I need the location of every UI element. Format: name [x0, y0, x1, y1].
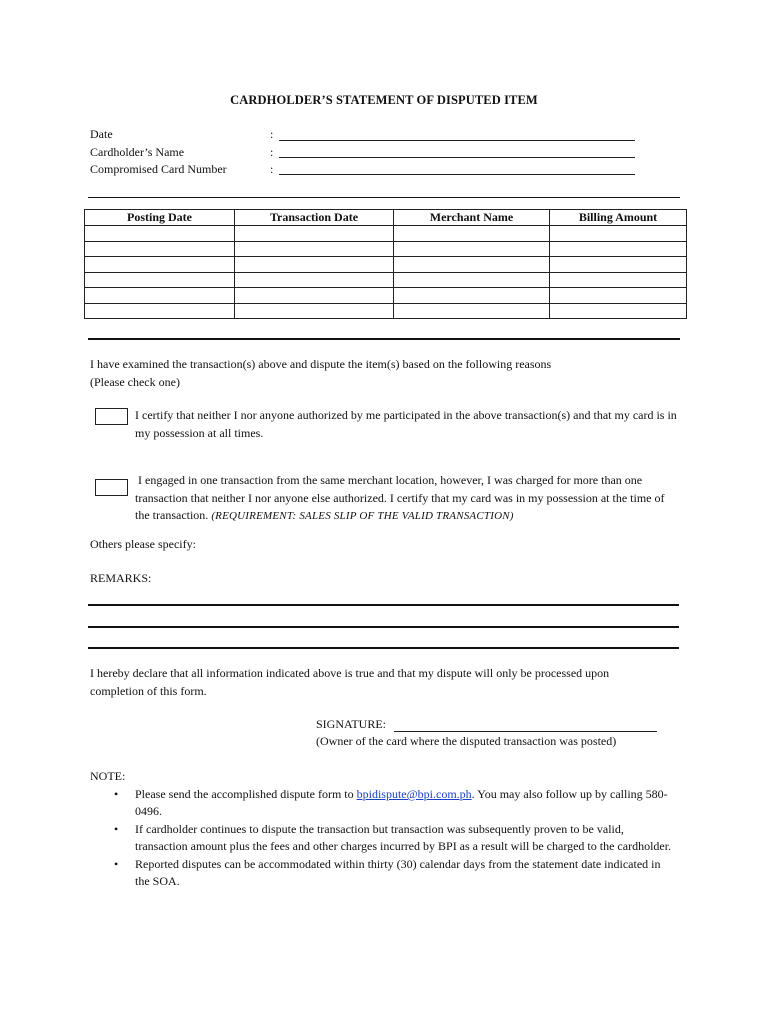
header-divider [88, 197, 680, 198]
column-header-billing-amount: Billing Amount [550, 210, 687, 226]
signature-field[interactable] [394, 731, 657, 732]
table-cell[interactable] [235, 241, 394, 257]
intro-text [90, 356, 690, 391]
table-cell[interactable] [394, 272, 550, 288]
table-cell[interactable] [394, 241, 550, 257]
table-row [85, 226, 687, 242]
table-cell[interactable] [235, 303, 394, 319]
table-cell[interactable] [235, 257, 394, 273]
table-cell[interactable] [85, 288, 235, 304]
note2-text: If cardholder continues to dispute the transaction but transaction was subsequently proven to be valid, transaction amount plus the fees and other charges incurred by BPI as a result will be charged to the cardholder. [135, 822, 672, 853]
option2-requirement: (REQUIREMENT: SALES SLIP OF THE VALID TRANSACTION) [211, 510, 514, 522]
table-cell[interactable] [235, 272, 394, 288]
cardholder-name-label: Cardholder’s Name [90, 145, 185, 159]
table-cell[interactable] [85, 257, 235, 273]
option2-checkbox[interactable] [95, 479, 128, 496]
bullet-icon: • [114, 822, 119, 836]
date-field[interactable] [279, 140, 635, 141]
disputed-transactions-table [84, 209, 687, 319]
option1-checkbox[interactable] [95, 408, 128, 425]
card-number-label: Compromised Card Number [90, 162, 227, 176]
column-header-posting-date: Posting Date [85, 210, 235, 226]
remarks-line[interactable] [88, 626, 679, 628]
table-row [85, 257, 687, 273]
table-cell[interactable] [394, 288, 550, 304]
form-title: CARDHOLDER’S STATEMENT OF DISPUTED ITEM [230, 93, 538, 107]
table-cell[interactable] [85, 226, 235, 242]
option2-body: I engaged in one transaction from the same merchant location, however, I was charged for more than one transaction that neither I nor anyone else authorized. I certify that my card was in my possession at the time of the transaction. [135, 473, 665, 522]
remarks-label: REMARKS: [90, 571, 152, 585]
table-cell[interactable] [85, 272, 235, 288]
column-header-merchant-name: Merchant Name [394, 210, 550, 226]
table-cell[interactable] [85, 303, 235, 319]
signature-label: SIGNATURE: [316, 717, 387, 731]
table-cell[interactable] [550, 226, 687, 242]
table-cell[interactable] [394, 303, 550, 319]
signature-note: (Owner of the card where the disputed transaction was posted) [316, 734, 617, 748]
table-cell[interactable] [85, 241, 235, 257]
card-number-field[interactable] [279, 174, 635, 175]
list-item [114, 856, 678, 890]
intro-line: I have examined the transaction(s) above and dispute the item(s) based on the following reasons [90, 357, 552, 371]
card-number-colon: : [270, 162, 274, 176]
list-item [114, 786, 678, 820]
table-cell[interactable] [394, 257, 550, 273]
table-row [85, 303, 687, 319]
date-label: Date [90, 127, 113, 141]
list-item [114, 821, 678, 855]
option1-text: I certify that neither I nor anyone authorized by me participated in the above transaction(s) and that my card is in my possession at all times. [135, 408, 677, 440]
column-header-transaction-date: Transaction Date [235, 210, 394, 226]
bullet-icon: • [114, 857, 119, 871]
others-specify: Others please specify: [90, 537, 196, 551]
table-row [85, 288, 687, 304]
note1-text-start: Please send the accomplished dispute form to [135, 787, 357, 801]
remarks-line[interactable] [88, 647, 679, 649]
table-row [85, 241, 687, 257]
table-cell[interactable] [550, 257, 687, 273]
table-cell[interactable] [550, 288, 687, 304]
table-header-row [85, 210, 687, 226]
remarks-line[interactable] [88, 604, 679, 606]
notes-list [114, 786, 678, 891]
email-link[interactable]: bpidispute@bpi.com.ph [356, 787, 472, 801]
bullet-icon: • [114, 787, 119, 801]
table-cell[interactable] [235, 226, 394, 242]
date-colon: : [270, 127, 274, 141]
cardholder-name-colon: : [270, 145, 274, 159]
table-divider [88, 338, 680, 340]
please-check-one: (Please check one) [90, 374, 180, 389]
declaration-text: I hereby declare that all information indicated above is true and that my dispute will only be processed upon completion of this form. [90, 666, 610, 698]
table-cell[interactable] [394, 226, 550, 242]
table-cell[interactable] [550, 241, 687, 257]
cardholder-name-field[interactable] [279, 157, 635, 158]
note-heading: NOTE: [90, 769, 126, 783]
note1-text-end: . You may also follow up by calling 580-0496. [135, 787, 668, 818]
table-cell[interactable] [550, 303, 687, 319]
table-cell[interactable] [235, 288, 394, 304]
table-cell[interactable] [550, 272, 687, 288]
note3-text: Reported disputes can be accommodated within thirty (30) calendar days from the statement date indicated in the SOA. [135, 857, 661, 888]
table-row [85, 272, 687, 288]
option2-text [135, 472, 680, 526]
